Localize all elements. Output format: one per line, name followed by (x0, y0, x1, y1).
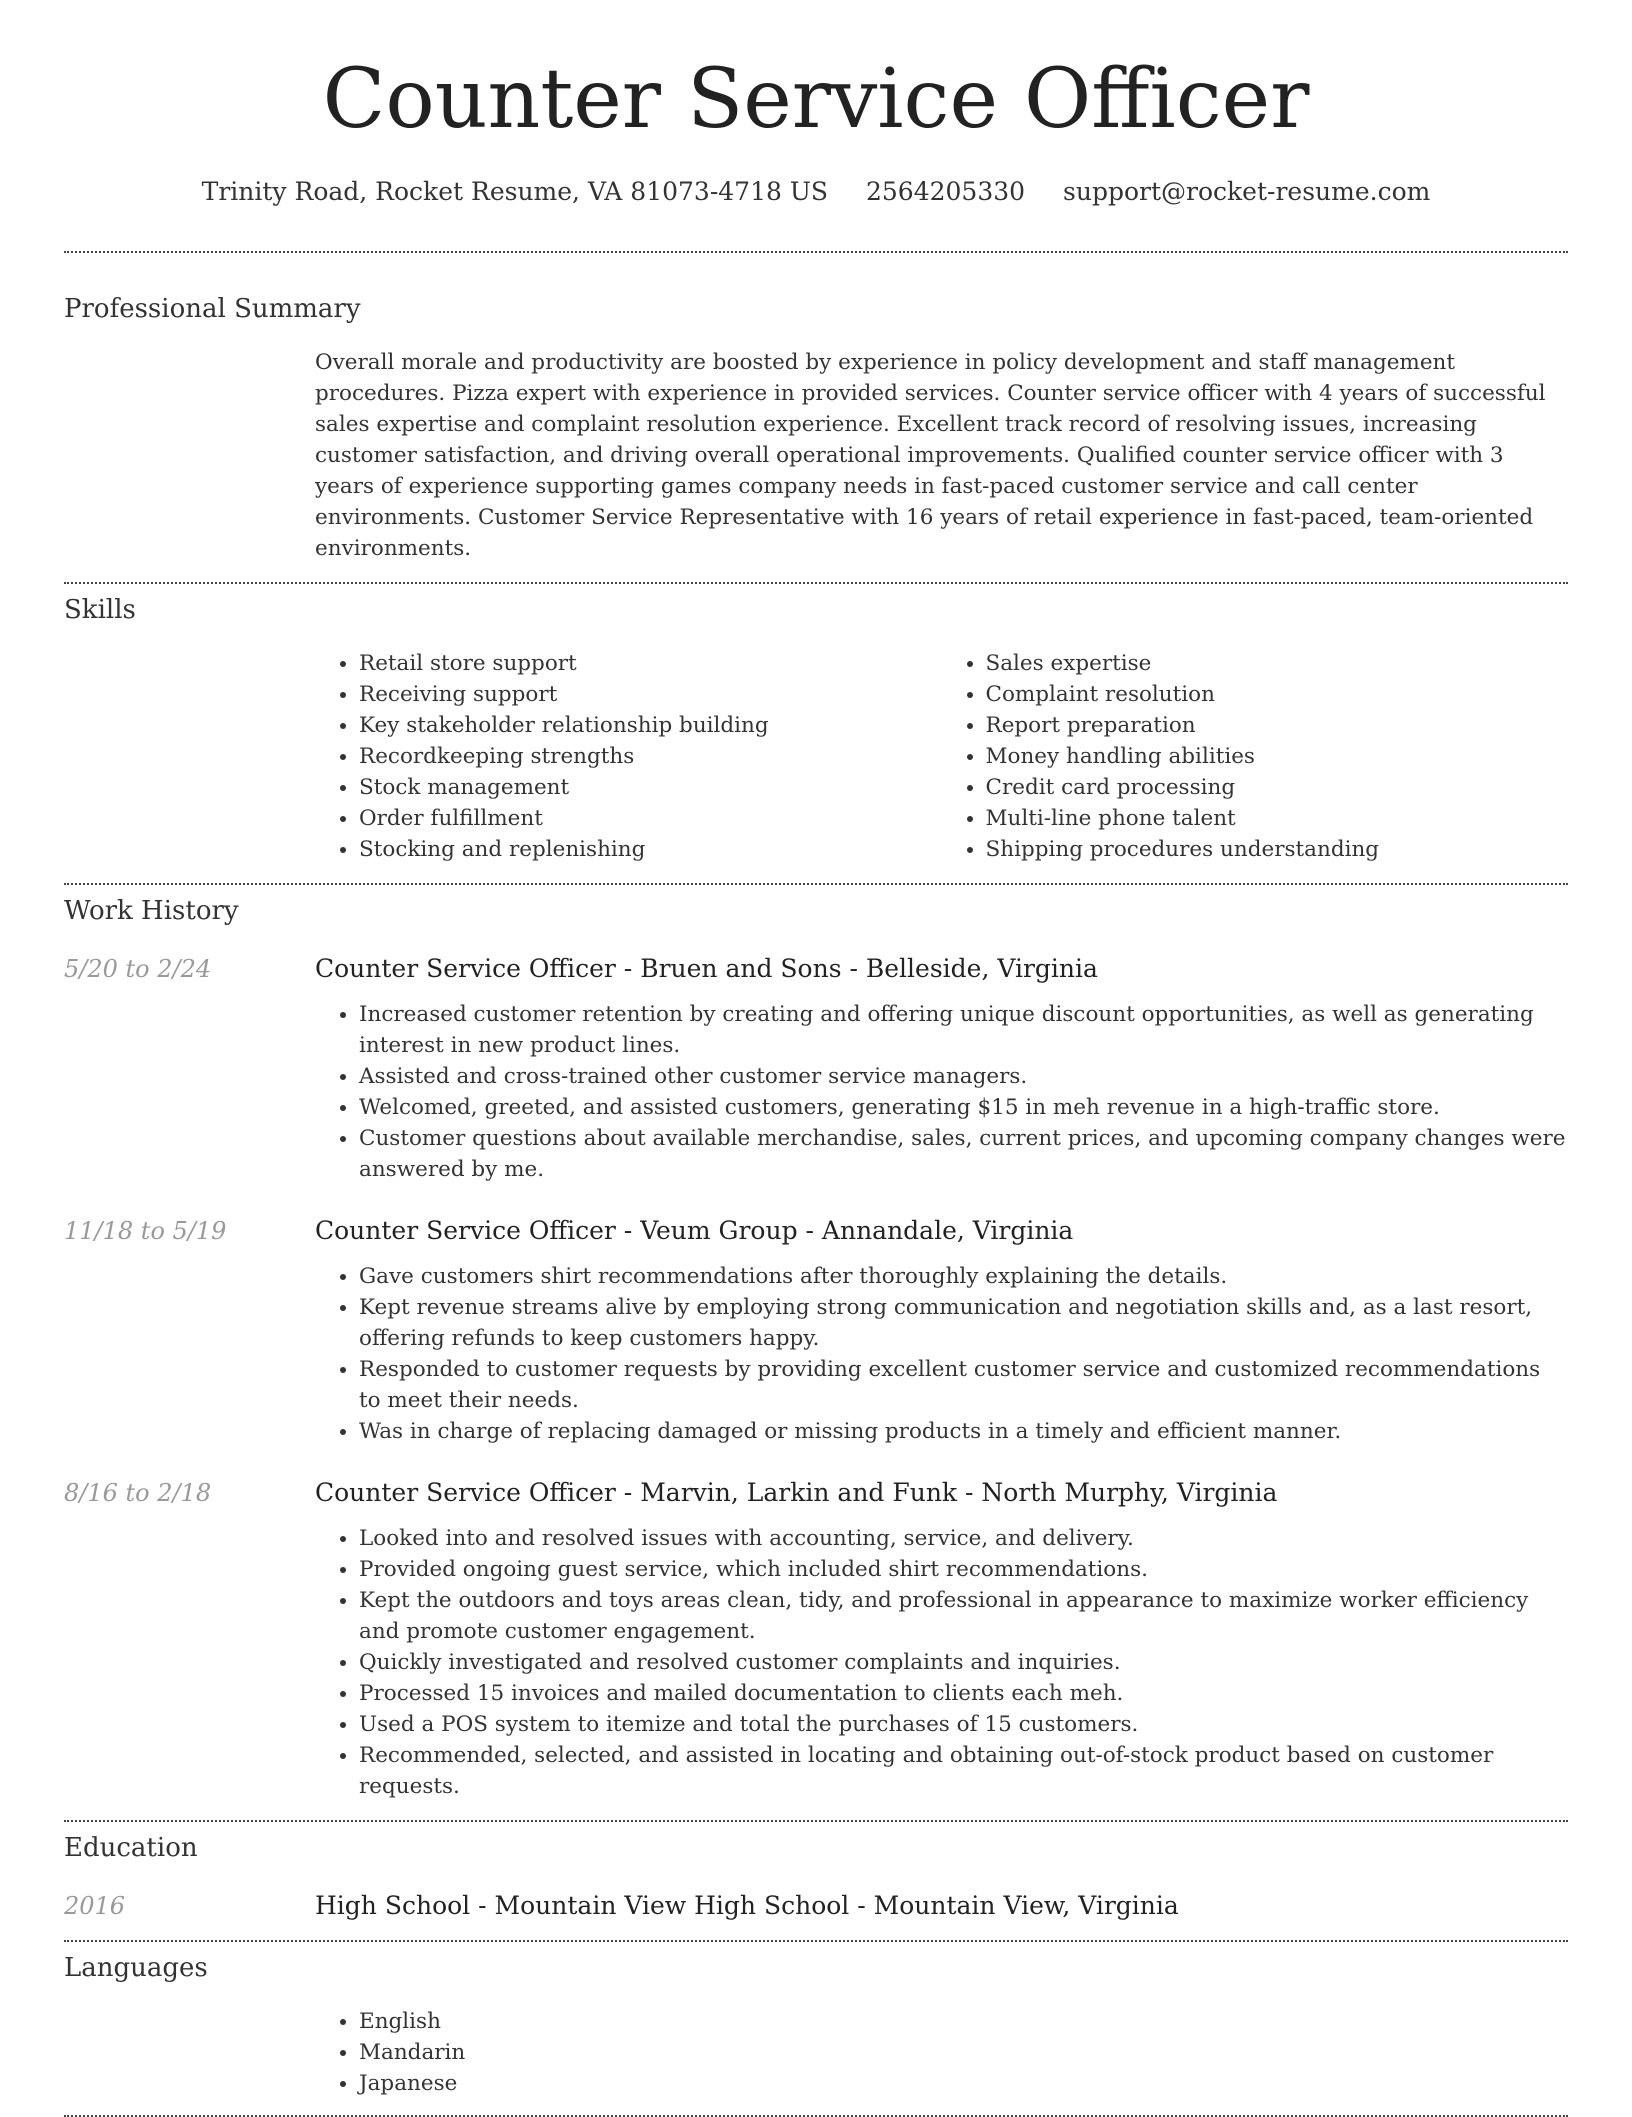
skill-item: • Shipping procedures understanding (986, 834, 1569, 865)
language-item: • Japanese (359, 2068, 1568, 2099)
skill-item: • Money handling abilities (986, 741, 1569, 772)
skill-item: • Report preparation (986, 710, 1569, 741)
job-bullet: • Recommended, selected, and assisted in locating and obtaining out-of-stock product based on customer requests. (359, 1740, 1568, 1802)
skill-item: • Receiving support (359, 679, 942, 710)
contact-line (64, 176, 1568, 208)
education-heading: Education (64, 1833, 198, 1863)
skill-item: • Complaint resolution (986, 679, 1569, 710)
email: support@rocket-resume.com (1063, 177, 1431, 206)
languages-section (64, 1942, 1568, 2099)
languages-list (315, 2006, 1568, 2099)
address: Trinity Road, Rocket Resume, VA 81073-4718 US (201, 177, 829, 206)
summary-text: Overall morale and productivity are boosted by experience in policy development and staff management procedures. Pizza expert with experience in provided services. Counter service officer with 4 years of successful sales expertise and complaint resolution experience. Excellent track record of resolving issues, increasing customer satisfaction, and driving overall operational improvements. Qualified counter service officer with 3 years of experience supporting games company needs in fast-paced customer service and call center environments. Customer Service Representative with 16 years of retail experience in fast-paced, team-oriented environments. (315, 350, 1546, 561)
job-bullet: • Kept revenue streams alive by employing strong communication and negotiation skills and, as a last resort, offering refunds to keep customers happy. (359, 1292, 1568, 1354)
job-bullet: • Looked into and resolved issues with accounting, service, and delivery. (359, 1523, 1568, 1554)
education-title: High School - Mountain View High School - Mountain View, Virginia (315, 1891, 1179, 1920)
job-bullet: • Gave customers shirt recommendations after thoroughly explaining the details. (359, 1261, 1568, 1292)
job-title: Counter Service Officer - Veum Group - Annandale, Virginia (315, 1216, 1074, 1245)
job-entry (64, 953, 1568, 1185)
skills-section (64, 584, 1568, 865)
job-bullet: • Used a POS system to itemize and total the purchases of 15 customers. (359, 1709, 1568, 1740)
skills-list-right (942, 648, 1569, 865)
skill-item: • Multi-line phone talent (986, 803, 1569, 834)
skill-item: • Sales expertise (986, 648, 1569, 679)
job-bullet: • Assisted and cross-trained other customer service managers. (359, 1061, 1568, 1092)
job-bullet: • Welcomed, greeted, and assisted customers, generating $15 in meh revenue in a high-traffic store. (359, 1092, 1568, 1123)
job-bullet: • Increased customer retention by creating and offering unique discount opportunities, as well as generating interest in new product lines. (359, 999, 1568, 1061)
job-bullet: • Customer questions about available merchandise, sales, current prices, and upcoming company changes were answered by me. (359, 1123, 1568, 1185)
skill-item: • Retail store support (359, 648, 942, 679)
job-bullets (315, 999, 1568, 1185)
education-entry (64, 1890, 1568, 1922)
phone: 2564205330 (866, 177, 1026, 206)
skill-item: • Stocking and replenishing (359, 834, 942, 865)
job-date: 8/16 to 2/18 (64, 1479, 212, 1507)
job-date: 11/18 to 5/19 (64, 1217, 227, 1245)
job-entry (64, 1477, 1568, 1802)
job-bullets (315, 1523, 1568, 1802)
skill-item: • Recordkeeping strengths (359, 741, 942, 772)
job-bullet: • Processed 15 invoices and mailed documentation to clients each meh. (359, 1678, 1568, 1709)
candidate-name: Counter Service Officer (322, 52, 1310, 147)
work-section (64, 885, 1568, 1802)
education-section (64, 1822, 1568, 1922)
job-bullet: • Provided ongoing guest service, which included shirt recommendations. (359, 1554, 1568, 1585)
resume-header (64, 0, 1568, 208)
summary-heading: Professional Summary (64, 294, 361, 324)
language-item: • Mandarin (359, 2037, 1568, 2068)
skill-item: • Credit card processing (986, 772, 1569, 803)
skills-list-left (315, 648, 942, 865)
job-bullet: • Was in charge of replacing damaged or missing products in a timely and efficient manner. (359, 1416, 1568, 1447)
language-item: • English (359, 2006, 1568, 2037)
job-bullet: • Responded to customer requests by providing excellent customer service and customized recommendations to meet their needs. (359, 1354, 1568, 1416)
languages-heading: Languages (64, 1953, 208, 1983)
job-date: 5/20 to 2/24 (64, 955, 212, 983)
job-title: Counter Service Officer - Marvin, Larkin and Funk - North Murphy, Virginia (315, 1478, 1278, 1507)
job-bullet: • Quickly investigated and resolved customer complaints and inquiries. (359, 1647, 1568, 1678)
education-date: 2016 (64, 1892, 126, 1920)
job-bullets (315, 1261, 1568, 1447)
skills-heading: Skills (64, 595, 136, 625)
skill-item: • Key stakeholder relationship building (359, 710, 942, 741)
work-heading: Work History (64, 896, 239, 926)
job-title: Counter Service Officer - Bruen and Sons - Belleside, Virginia (315, 954, 1098, 983)
job-entry (64, 1215, 1568, 1447)
skill-item: • Order fulfillment (359, 803, 942, 834)
skill-item: • Stock management (359, 772, 942, 803)
summary-section (64, 253, 1568, 564)
job-bullet: • Kept the outdoors and toys areas clean, tidy, and professional in appearance to maximize worker efficiency and promote customer engagement. (359, 1585, 1568, 1647)
